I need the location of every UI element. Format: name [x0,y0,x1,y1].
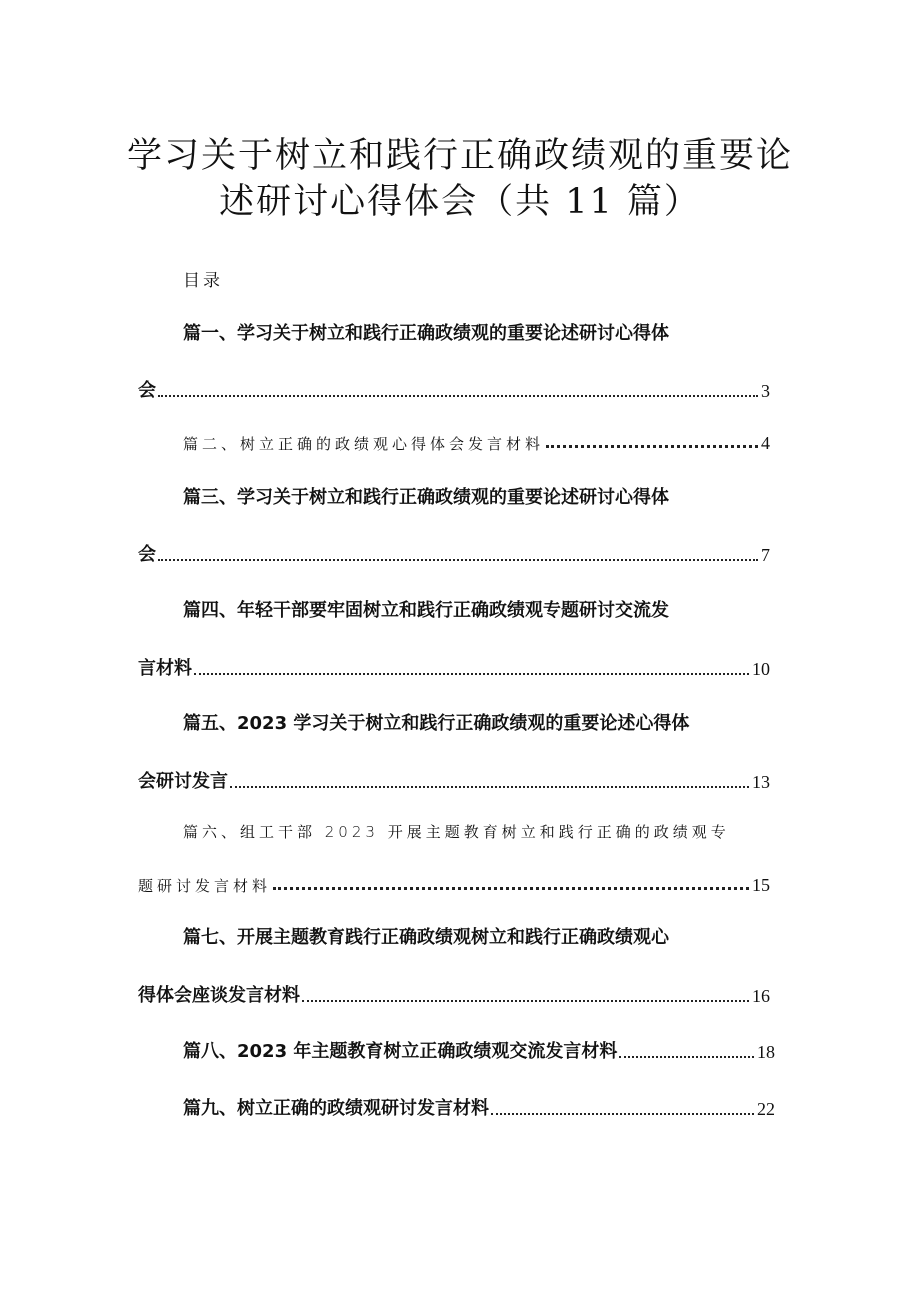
toc-entry-4-page: 10 [752,659,770,679]
toc-leader-dots [230,786,749,788]
toc-entry-4-line-2[interactable] [138,654,770,680]
toc-leader-dots [619,1056,754,1058]
toc-entry-7-line-1[interactable]: 篇七、开展主题教育践行正确政绩观树立和践行正确政绩观心 [183,927,669,948]
toc-entry-1-page: 3 [761,381,770,401]
toc-entry-2[interactable] [183,428,770,454]
toc-entry-3-line-1[interactable]: 篇三、学习关于树立和践行正确政绩观的重要论述研讨心得体 [183,487,669,508]
toc-entry-5-text: 会研讨发言 [138,771,228,792]
toc-leader-dots [546,445,758,448]
toc-entry-4-text: 言材料 [138,658,192,679]
toc-entry-5-line-2[interactable] [138,767,770,793]
toc-entry-1-line-2[interactable] [138,376,770,402]
toc-entry-1-line-1[interactable]: 篇一、学习关于树立和践行正确政绩观的重要论述研讨心得体 [183,323,669,344]
toc-leader-dots [194,673,749,675]
toc-entry-2-page: 4 [761,433,770,453]
toc-leader-dots [302,1000,749,1002]
toc-leader-dots [158,395,758,397]
toc-leader-dots [491,1113,754,1115]
toc-entry-6-line-2[interactable] [138,870,770,896]
toc-entry-7-text: 得体会座谈发言材料 [138,985,300,1006]
toc-entry-7-page: 16 [752,986,770,1006]
toc-entry-6-line-1[interactable]: 篇六、组工干部 2023 开展主题教育树立和践行正确的政绩观专 [183,823,730,841]
toc-entry-4-line-1[interactable]: 篇四、年轻干部要牢固树立和践行正确政绩观专题研讨交流发 [183,600,669,621]
toc-entry-9[interactable] [183,1094,775,1120]
toc-entry-8[interactable] [183,1037,775,1063]
toc-entry-7-line-2[interactable] [138,981,770,1007]
document-title-line-2: 述研讨心得体会（共 11 篇） [219,182,701,222]
toc-entry-8-page: 18 [757,1042,775,1062]
toc-heading: 目录 [183,271,223,291]
toc-entry-3-line-2[interactable] [138,540,770,566]
toc-entry-6-text: 题研讨发言材料 [138,877,272,895]
toc-entry-1-text: 会 [138,380,156,401]
toc-entry-3-page: 7 [761,545,770,565]
toc-entry-5-line-1[interactable]: 篇五、2023 学习关于树立和践行正确政绩观的重要论述心得体 [183,713,690,734]
document-title-line-1: 学习关于树立和践行正确政绩观的重要论 [126,136,793,176]
toc-leader-dots [158,559,758,561]
toc-entry-6-page: 15 [752,875,770,895]
toc-entry-3-text: 会 [138,544,156,565]
toc-leader-dots [273,887,749,890]
toc-entry-9-text: 篇九、树立正确的政绩观研讨发言材料 [183,1098,489,1119]
toc-entry-2-text: 篇二、树立正确的政绩观心得体会发言材料 [183,435,545,453]
toc-entry-9-page: 22 [757,1099,775,1119]
toc-entry-8-text: 篇八、2023 年主题教育树立正确政绩观交流发言材料 [183,1041,618,1062]
toc-entry-5-page: 13 [752,772,770,792]
